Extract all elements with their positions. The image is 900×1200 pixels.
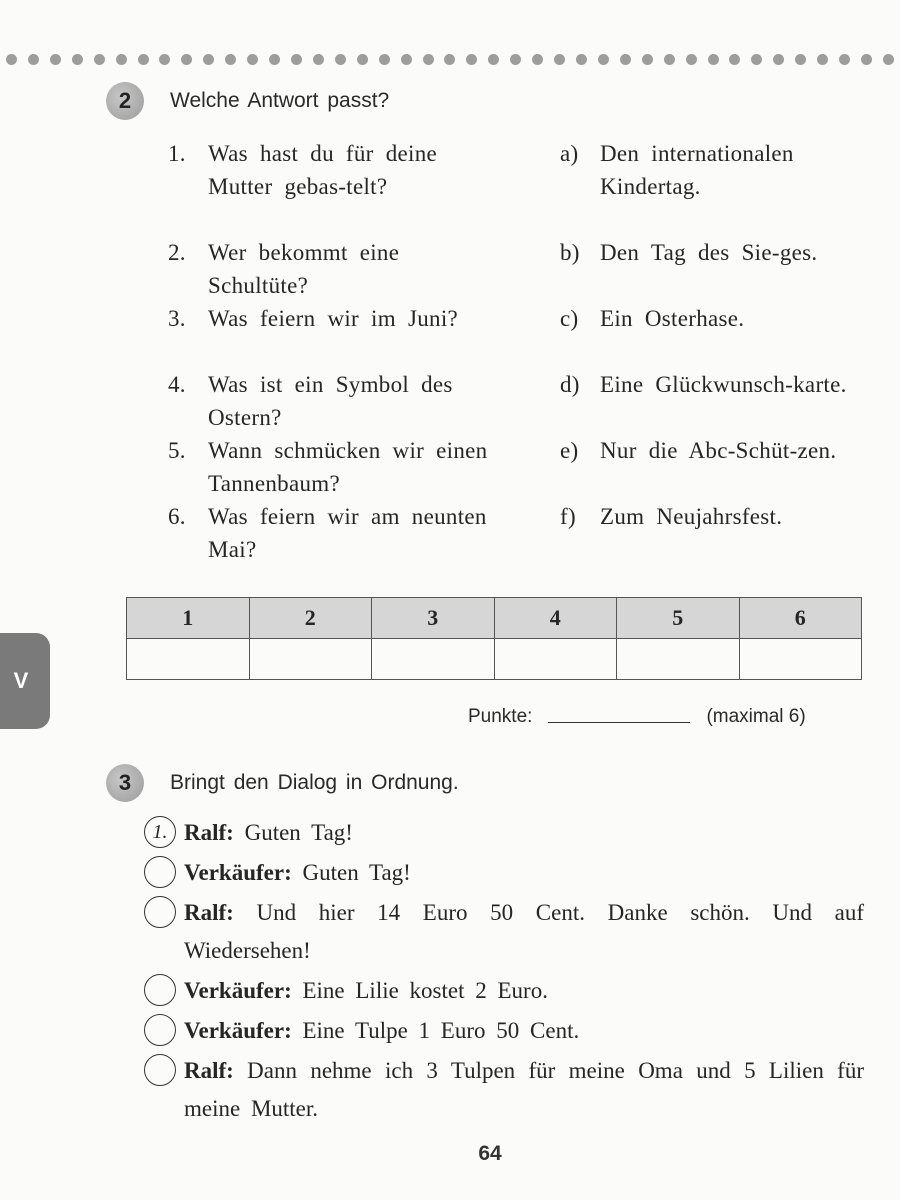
question-item	[168, 302, 498, 368]
separator-dot	[357, 54, 368, 65]
points-row	[468, 706, 863, 728]
answer-letter: f)	[560, 504, 576, 529]
dialog-line	[144, 894, 864, 970]
separator-dot	[795, 54, 806, 65]
separator-dot	[751, 54, 762, 65]
separator-dot	[488, 54, 499, 65]
order-circle[interactable]	[144, 856, 176, 888]
speaker-name: Verkäufer:	[184, 860, 292, 885]
answer-item	[560, 302, 880, 368]
answer-cell[interactable]	[127, 639, 250, 680]
separator-dot	[6, 54, 17, 65]
answer-table-header-cell: 5	[617, 598, 740, 639]
answer-table-input-row	[127, 639, 862, 680]
utterance: Dann nehme ich 3 Tulpen für meine Oma und 5 Lilien für meine Mutter.	[184, 1058, 865, 1121]
answer-letter: a)	[560, 141, 579, 166]
dialog-line	[144, 1052, 864, 1128]
separator-dot	[181, 54, 192, 65]
answer-cell[interactable]	[739, 639, 862, 680]
question-number: 4.	[168, 372, 186, 397]
order-circle[interactable]	[144, 1014, 176, 1046]
separator-dot	[269, 54, 280, 65]
dialog-line	[144, 1012, 864, 1050]
separator-dot	[444, 54, 455, 65]
answer-list	[560, 137, 880, 566]
dialog-text	[184, 1012, 864, 1050]
answer-cell[interactable]	[617, 639, 740, 680]
separator-dot	[379, 54, 390, 65]
speaker-name: Ralf:	[184, 1058, 234, 1083]
separator-dot	[94, 54, 105, 65]
dotted-separator	[0, 52, 900, 68]
dialog-text	[184, 972, 864, 1010]
dialog-line	[144, 814, 864, 852]
separator-dot	[291, 54, 302, 65]
separator-dot	[313, 54, 324, 65]
separator-dot	[532, 54, 543, 65]
question-list	[168, 137, 498, 566]
answer-text: Den internationalen Kindertag.	[600, 141, 794, 199]
answer-text: Eine Glückwunsch-karte.	[600, 372, 847, 397]
dialog-list	[144, 814, 864, 1130]
dialog-line	[144, 854, 864, 892]
answer-text: Zum Neujahrsfest.	[600, 504, 783, 529]
separator-dot	[423, 54, 434, 65]
question-number: 5.	[168, 438, 186, 463]
separator-dot	[72, 54, 83, 65]
separator-dot	[116, 54, 127, 65]
order-circle[interactable]	[144, 974, 176, 1006]
separator-dot	[159, 54, 170, 65]
separator-dot	[225, 54, 236, 65]
task-title: Welche Antwort passt?	[170, 89, 390, 112]
answer-table-header-cell: 6	[739, 598, 862, 639]
order-circle[interactable]	[144, 896, 176, 928]
task-title: Bringt den Dialog in Ordnung.	[170, 771, 459, 794]
answer-table-header-row	[127, 598, 862, 639]
separator-dot	[247, 54, 258, 65]
answer-text: Nur die Abc-Schüt-zen.	[600, 438, 837, 463]
points-blank-line[interactable]	[548, 722, 690, 723]
answer-letter: b)	[560, 240, 580, 265]
section-tab: V	[0, 633, 50, 729]
utterance: Eine Lilie kostet 2 Euro.	[302, 978, 548, 1003]
question-number: 1.	[168, 141, 186, 166]
answer-cell[interactable]	[494, 639, 617, 680]
task-number-badge: 3	[106, 764, 144, 802]
dialog-text	[184, 894, 864, 970]
order-circle[interactable]: 1.	[144, 816, 176, 848]
answer-item	[560, 137, 880, 236]
question-item	[168, 368, 498, 434]
answer-item	[560, 368, 880, 434]
separator-dot	[773, 54, 784, 65]
question-item	[168, 236, 498, 302]
question-item	[168, 500, 498, 566]
answer-letter: c)	[560, 306, 579, 331]
task-number-badge: 2	[106, 82, 144, 120]
question-item	[168, 434, 498, 500]
separator-dot	[598, 54, 609, 65]
speaker-name: Verkäufer:	[184, 978, 292, 1003]
order-circle[interactable]	[144, 1054, 176, 1086]
separator-dot	[642, 54, 653, 65]
separator-dot	[883, 54, 894, 65]
separator-dot	[50, 54, 61, 65]
question-text: Was feiern wir im Juni?	[208, 306, 459, 331]
utterance: Guten Tag!	[244, 820, 353, 845]
separator-dot	[708, 54, 719, 65]
separator-dot	[664, 54, 675, 65]
answer-item	[560, 500, 880, 566]
answer-cell[interactable]	[372, 639, 495, 680]
separator-dot	[861, 54, 872, 65]
question-text: Was feiern wir am neunten Mai?	[208, 504, 487, 562]
separator-dot	[839, 54, 850, 65]
question-text: Was ist ein Symbol des Ostern?	[208, 372, 453, 430]
answer-text: Ein Osterhase.	[600, 306, 745, 331]
answer-table	[126, 597, 862, 680]
question-number: 2.	[168, 240, 186, 265]
separator-dot	[554, 54, 565, 65]
separator-dot	[510, 54, 521, 65]
question-text: Wann schmücken wir einen Tannenbaum?	[208, 438, 488, 496]
separator-dot	[138, 54, 149, 65]
utterance: Und hier 14 Euro 50 Cent. Danke schön. Und auf Wiedersehen!	[184, 900, 864, 963]
answer-letter: e)	[560, 438, 579, 463]
question-number: 3.	[168, 306, 186, 331]
page-number: 64	[478, 1142, 502, 1165]
dialog-text	[184, 814, 864, 852]
answer-table-header-cell: 3	[372, 598, 495, 639]
points-max: (maximal 6)	[706, 706, 806, 727]
speaker-name: Ralf:	[184, 820, 234, 845]
answer-table-header-cell: 4	[494, 598, 617, 639]
separator-dot	[576, 54, 587, 65]
separator-dot	[28, 54, 39, 65]
points-label: Punkte:	[468, 706, 533, 727]
utterance: Guten Tag!	[302, 860, 411, 885]
speaker-name: Ralf:	[184, 900, 234, 925]
separator-dot	[466, 54, 477, 65]
answer-letter: d)	[560, 372, 580, 397]
separator-dot	[729, 54, 740, 65]
separator-dot	[817, 54, 828, 65]
question-text: Was hast du für deine Mutter gebas-telt?	[208, 141, 438, 199]
speaker-name: Verkäufer:	[184, 1018, 292, 1043]
answer-cell[interactable]	[249, 639, 372, 680]
answer-table-header-cell: 1	[127, 598, 250, 639]
separator-dot	[335, 54, 346, 65]
answer-text: Den Tag des Sie-ges.	[600, 240, 818, 265]
question-item	[168, 137, 498, 236]
dialog-text	[184, 1052, 864, 1128]
answer-item	[560, 434, 880, 500]
answer-item	[560, 236, 880, 302]
separator-dot	[203, 54, 214, 65]
answer-table-header-cell: 2	[249, 598, 372, 639]
separator-dot	[620, 54, 631, 65]
separator-dot	[401, 54, 412, 65]
question-text: Wer bekommt eine Schultüte?	[208, 240, 400, 298]
dialog-text	[184, 854, 864, 892]
separator-dot	[686, 54, 697, 65]
dialog-line	[144, 972, 864, 1010]
question-number: 6.	[168, 504, 186, 529]
utterance: Eine Tulpe 1 Euro 50 Cent.	[302, 1018, 580, 1043]
